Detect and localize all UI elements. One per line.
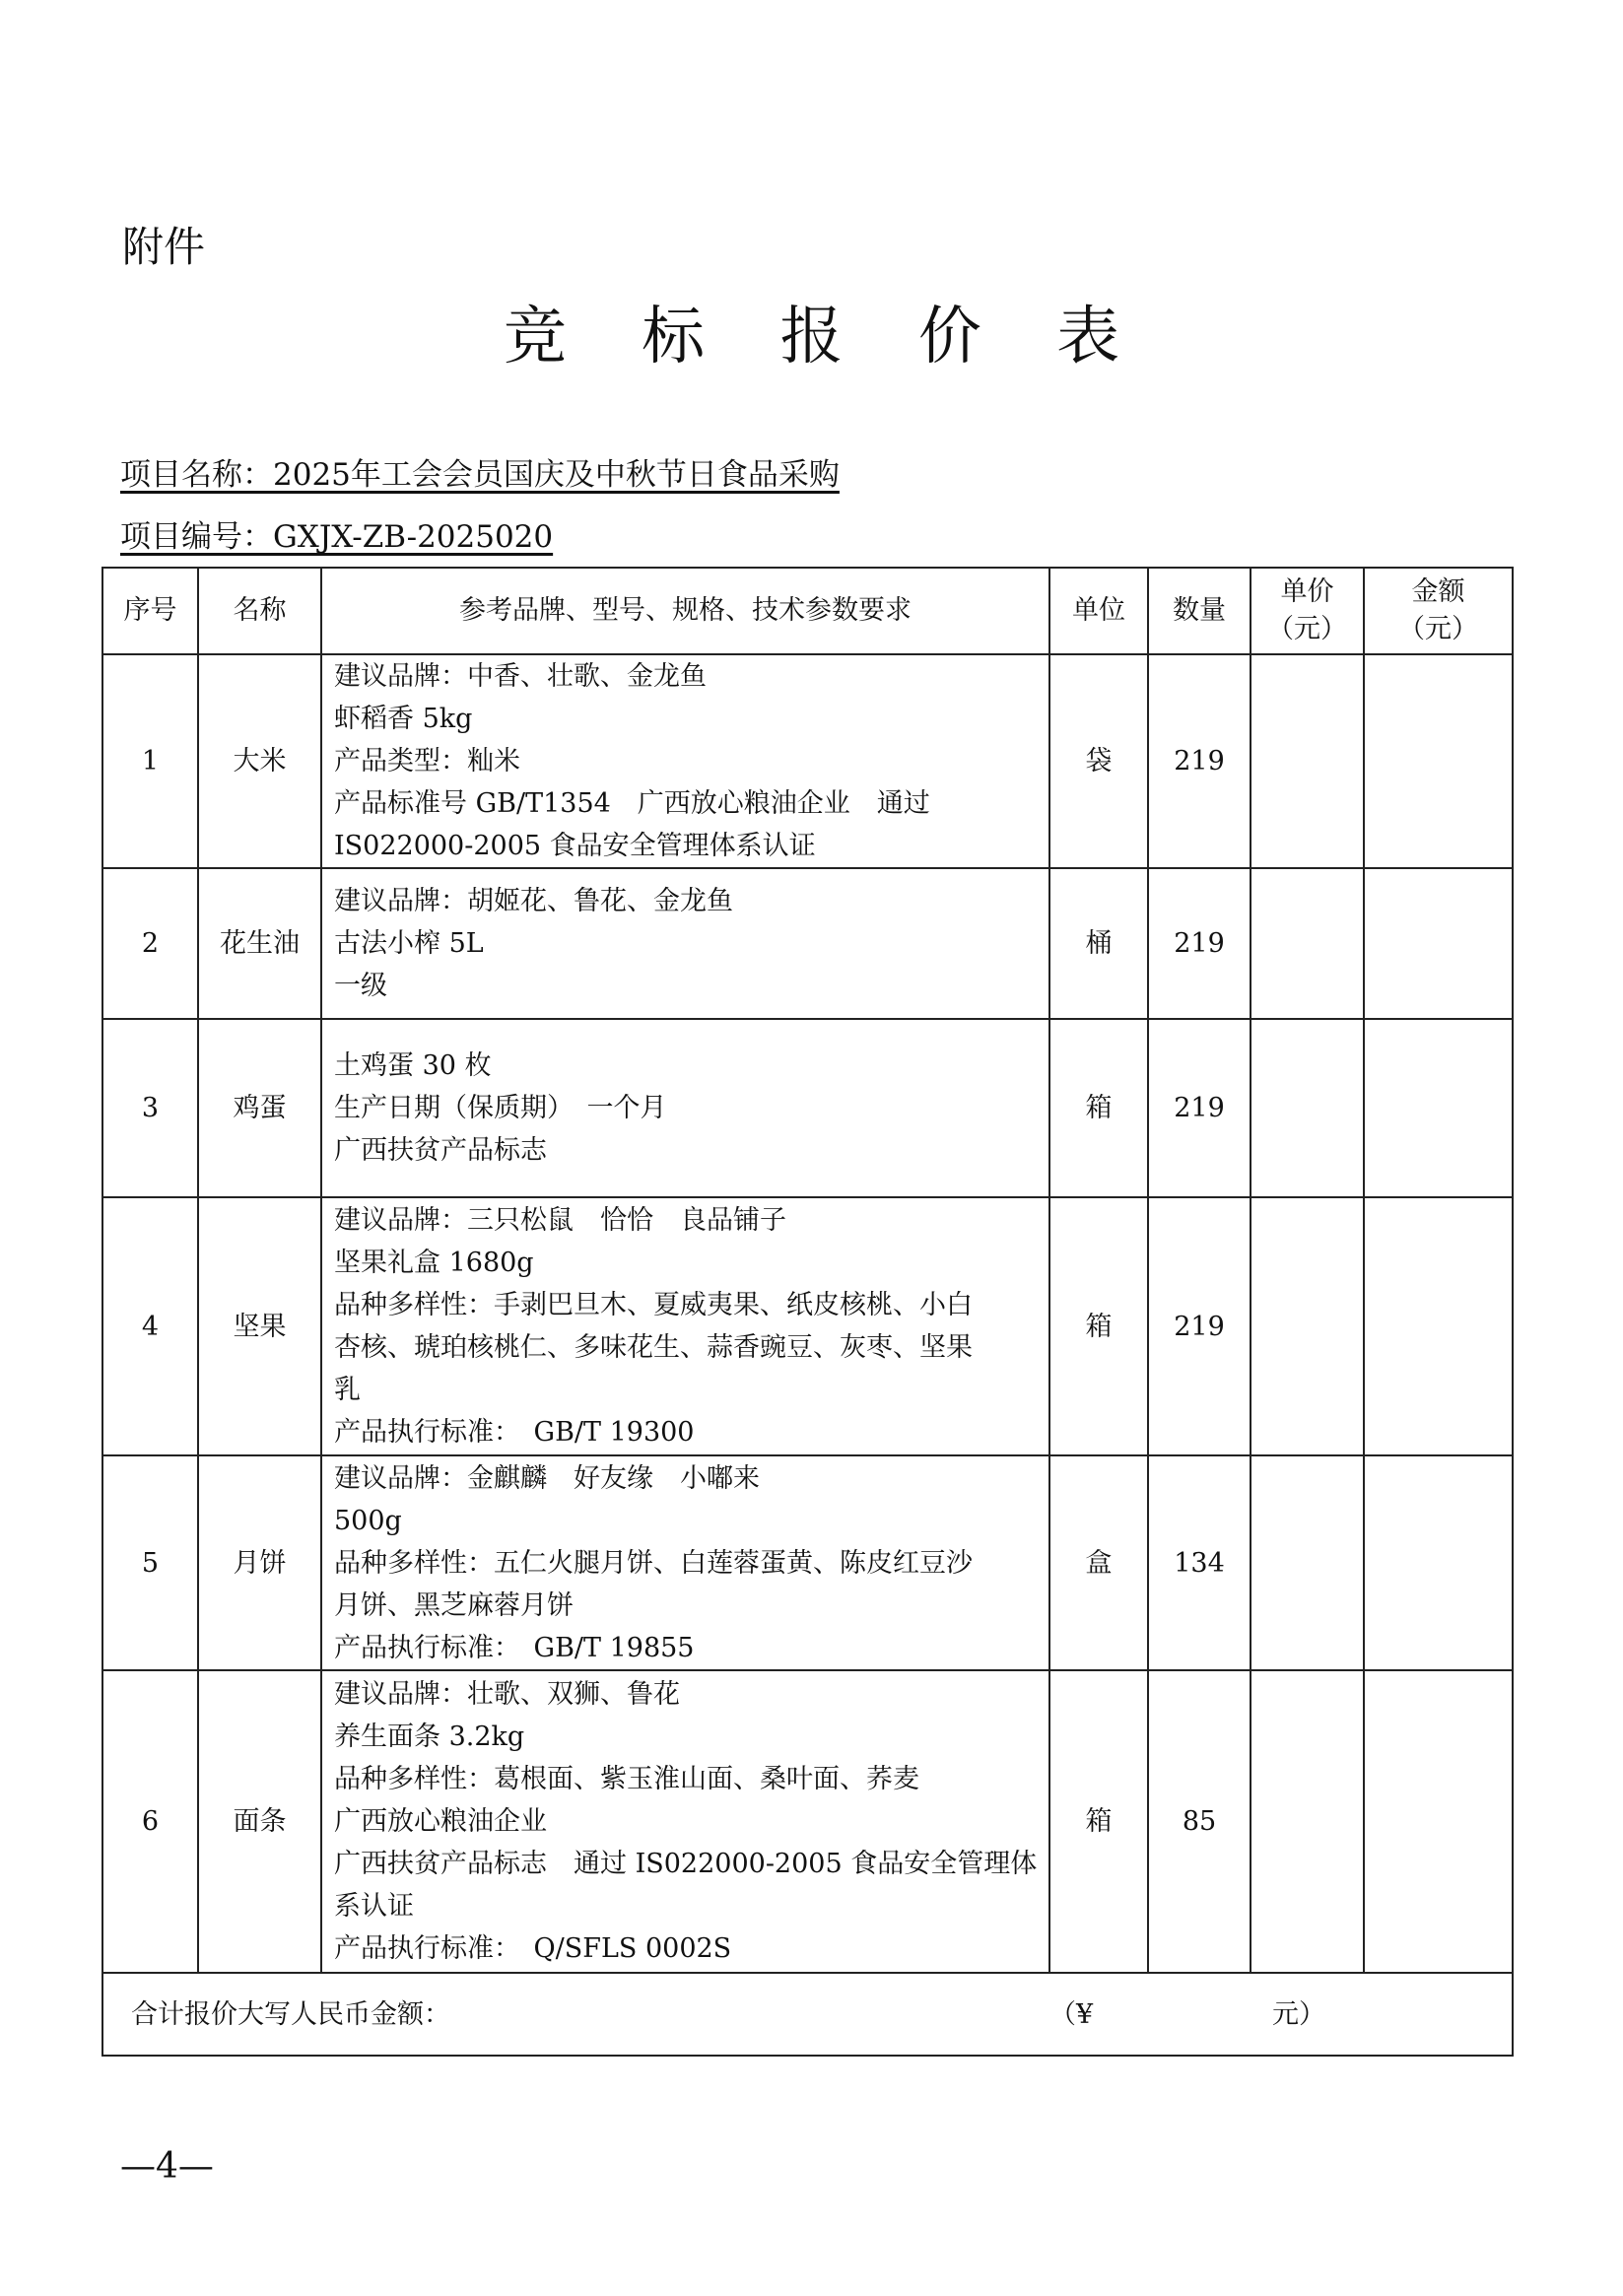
total-yen: （¥ [1049,1999,1094,2030]
project-number-value: GXJX-ZB-2025020 [273,519,554,555]
row-unit: 箱 [1049,1197,1148,1455]
spec-line: 产品标准号 GB/T1354 广西放心粮油企业 通过 [334,788,930,819]
row-unit-price [1251,1670,1364,1973]
header-name: 名称 [198,568,321,654]
row-spec [321,868,1049,1019]
row-qty: 219 [1148,1019,1251,1197]
row-unit: 桶 [1049,868,1148,1019]
row-unit: 袋 [1049,654,1148,868]
row-unit-price [1251,1019,1364,1197]
row-seq: 1 [102,654,198,868]
row-name: 坚果 [198,1197,321,1455]
spec-line: 品种多样性：手剥巴旦木、夏威夷果、纸皮核桃、小白 [334,1290,973,1320]
spec-line: 产品执行标准： GB/T 19855 [334,1632,695,1663]
row-name: 花生油 [198,868,321,1019]
project-name-value: 2025年工会会员国庆及中秋节日食品采购 [273,457,840,493]
row-spec [321,1455,1049,1670]
row-seq: 6 [102,1670,198,1973]
row-qty: 219 [1148,868,1251,1019]
header-unit: 单位 [1049,568,1148,654]
row-spec [321,654,1049,868]
quote-table [101,567,1514,2057]
table-header-row [102,568,1513,654]
spec-line: 虾稻香 5kg [334,704,473,734]
row-seq: 3 [102,1019,198,1197]
row-unit: 盒 [1049,1455,1148,1670]
page-number: —4— [120,2146,214,2187]
spec-line: 500g [334,1505,402,1536]
spec-line: 建议品牌：壮歌、双狮、鲁花 [334,1679,680,1710]
row-amount [1364,1455,1513,1670]
total-yuan: 元） [1272,1999,1325,2030]
table-row [102,868,1513,1019]
row-amount [1364,1019,1513,1197]
spec-line: 乳 [334,1375,361,1405]
spec-line: 杏核、琥珀核桃仁、多味花生、蒜香豌豆、灰枣、坚果 [334,1332,973,1363]
spec-line: 品种多样性：葛根面、紫玉淮山面、桑叶面、荞麦 [334,1764,919,1794]
row-seq: 5 [102,1455,198,1670]
row-unit-price [1251,1455,1364,1670]
spec-line: 产品执行标准： GB/T 19300 [334,1417,695,1448]
spec-line: 养生面条 3.2kg [334,1722,525,1752]
row-name: 面条 [198,1670,321,1973]
spec-line: 建议品牌：三只松鼠 恰恰 良品铺子 [334,1205,786,1236]
row-name: 大米 [198,654,321,868]
row-qty: 134 [1148,1455,1251,1670]
row-amount [1364,1670,1513,1973]
row-qty: 219 [1148,654,1251,868]
row-unit: 箱 [1049,1670,1148,1973]
row-name: 鸡蛋 [198,1019,321,1197]
spec-line: 一级 [334,971,387,1001]
row-unit-price [1251,1197,1364,1455]
row-qty: 219 [1148,1197,1251,1455]
header-amount: 金额 （元） [1364,568,1513,654]
spec-line: 生产日期（保质期） 一个月 [334,1093,667,1123]
total-row [102,1973,1513,2056]
spec-line: 广西扶贫产品标志 [334,1135,547,1166]
table-row [102,1670,1513,1973]
row-unit-price [1251,868,1364,1019]
row-name: 月饼 [198,1455,321,1670]
spec-line: 坚果礼盒 1680g [334,1248,534,1278]
header-spec: 参考品牌、型号、规格、技术参数要求 [321,568,1049,654]
project-name-label: 项目名称： [120,457,273,493]
header-seq: 序号 [102,568,198,654]
row-spec [321,1019,1049,1197]
total-label: 合计报价大写人民币金额： [131,1999,450,2030]
spec-line: 建议品牌：胡姬花、鲁花、金龙鱼 [334,886,733,916]
row-seq: 2 [102,868,198,1019]
spec-line: 产品执行标准： Q/SFLS 0002S [334,1933,732,1964]
header-qty: 数量 [1148,568,1251,654]
spec-line: 产品类型：籼米 [334,746,520,777]
row-qty: 85 [1148,1670,1251,1973]
row-amount [1364,1197,1513,1455]
spec-line: 广西扶贫产品标志 通过 IS022000-2005 食品安全管理体 [334,1849,1038,1879]
project-number-label: 项目编号： [120,519,273,555]
spec-line: 土鸡蛋 30 枚 [334,1050,492,1081]
project-number-line [120,511,553,556]
spec-line: 系认证 [334,1891,414,1922]
table-row [102,1197,1513,1455]
row-unit-price [1251,654,1364,868]
row-spec [321,1197,1049,1455]
table-row [102,654,1513,868]
spec-line: 品种多样性：五仁火腿月饼、白莲蓉蛋黄、陈皮红豆沙 [334,1547,973,1579]
row-seq: 4 [102,1197,198,1455]
spec-line: 月饼、黑芝麻蓉月饼 [334,1589,574,1621]
project-name-line [120,449,840,494]
attachment-label: 附件 [122,223,206,271]
spec-line: 建议品牌：中香、壮歌、金龙鱼 [334,661,707,692]
header-unit-price: 单价 （元） [1251,568,1364,654]
row-amount [1364,868,1513,1019]
spec-line: 建议品牌：金麒麟 好友缘 小嘟来 [334,1462,760,1494]
table-row [102,1455,1513,1670]
spec-line: 广西放心粮油企业 [334,1806,547,1837]
row-amount [1364,654,1513,868]
page-title: 竞 标 报 价 表 [503,301,1148,373]
row-spec [321,1670,1049,1973]
spec-line: 古法小榨 5L [334,928,484,959]
row-unit: 箱 [1049,1019,1148,1197]
spec-line: IS022000-2005 食品安全管理体系认证 [334,831,816,861]
table-row [102,1019,1513,1197]
